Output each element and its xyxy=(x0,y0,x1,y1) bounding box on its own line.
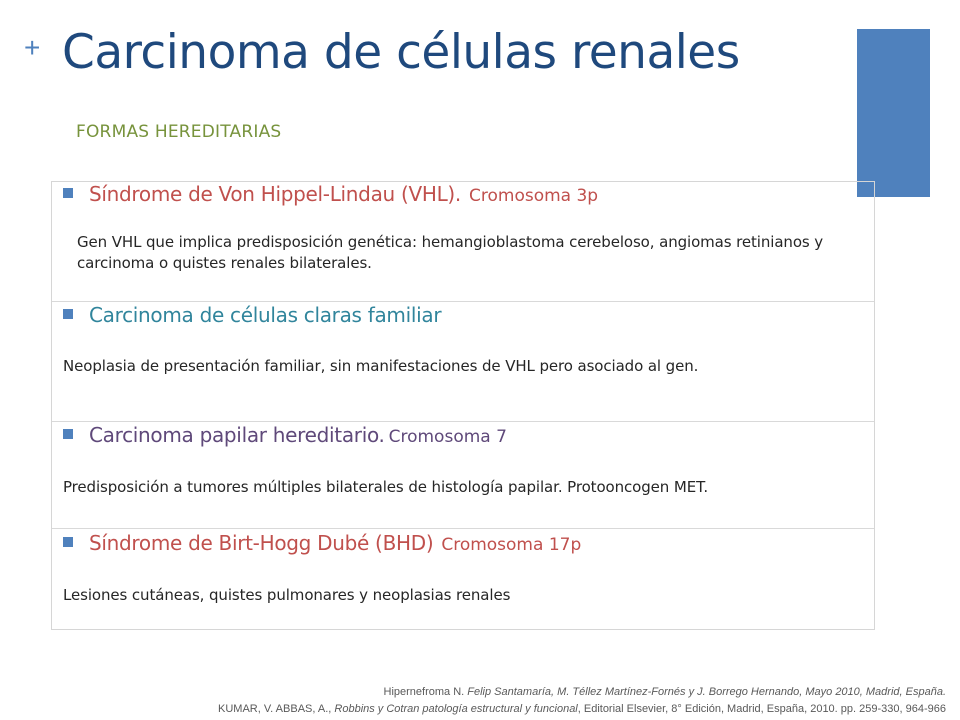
plus-icon: + xyxy=(24,32,41,63)
section-body: Lesiones cutáneas, quistes pulmonares y neoplasias renales xyxy=(63,586,511,604)
section-body: Gen VHL que implica predisposición genética: hemangioblastoma cerebeloso, angiomas retinianos y carcinoma o quistes renales bilaterales. xyxy=(77,233,824,272)
reference-line-2 xyxy=(218,703,946,715)
section-body: Neoplasia de presentación familiar, sin manifestaciones de VHL pero asociado al gen. xyxy=(63,357,699,375)
heading-text: Síndrome de Von Hippel-Lindau (VHL). xyxy=(89,182,461,206)
section-papillary xyxy=(52,421,874,528)
heading-text: Carcinoma papilar hereditario. xyxy=(89,423,385,447)
bullet-square-icon xyxy=(63,188,73,198)
heading-text: Carcinoma de células claras familiar xyxy=(89,303,442,327)
reference-2-suffix: , Editorial Elsevier, 8° Edición, Madrid, España, 2010. pp. 259-330, 964-966 xyxy=(577,703,946,715)
chromosome-label: Cromosoma 3p xyxy=(469,186,599,206)
reference-1-prefix: Hipernefroma N. xyxy=(383,686,465,698)
slide-subtitle: FORMAS HEREDITARIAS xyxy=(76,122,282,142)
chromosome-label: Cromosoma 17p xyxy=(441,535,582,555)
section-heading xyxy=(63,182,598,206)
accent-bar xyxy=(857,29,930,197)
reference-line-1 xyxy=(384,686,946,698)
chromosome-label: Cromosoma 7 xyxy=(388,427,507,447)
section-clear-cell xyxy=(52,301,874,421)
reference-2-prefix: KUMAR, V. ABBAS, A., xyxy=(218,703,332,715)
bullet-square-icon xyxy=(63,309,73,319)
slide-title: Carcinoma de células renales xyxy=(62,25,740,80)
section-heading xyxy=(63,531,581,555)
section-vhl xyxy=(52,182,874,301)
heading-text: Síndrome de Birt-Hogg Dubé (BHD) xyxy=(89,531,434,555)
section-bhd xyxy=(52,528,874,630)
bullet-square-icon xyxy=(63,429,73,439)
reference-2-title: Robbins y Cotran patología estructural y funcional xyxy=(334,703,578,715)
section-heading xyxy=(63,303,441,327)
section-body: Predisposición a tumores múltiples bilaterales de histología papilar. Protooncogen MET. xyxy=(63,478,709,496)
reference-1-authors: Felip Santamaría, M. Téllez Martínez-Fornés y J. Borrego Hernando, Mayo 2010, Madrid, España. xyxy=(467,686,946,698)
section-heading xyxy=(63,423,507,447)
content-panel xyxy=(51,181,875,630)
bullet-square-icon xyxy=(63,537,73,547)
